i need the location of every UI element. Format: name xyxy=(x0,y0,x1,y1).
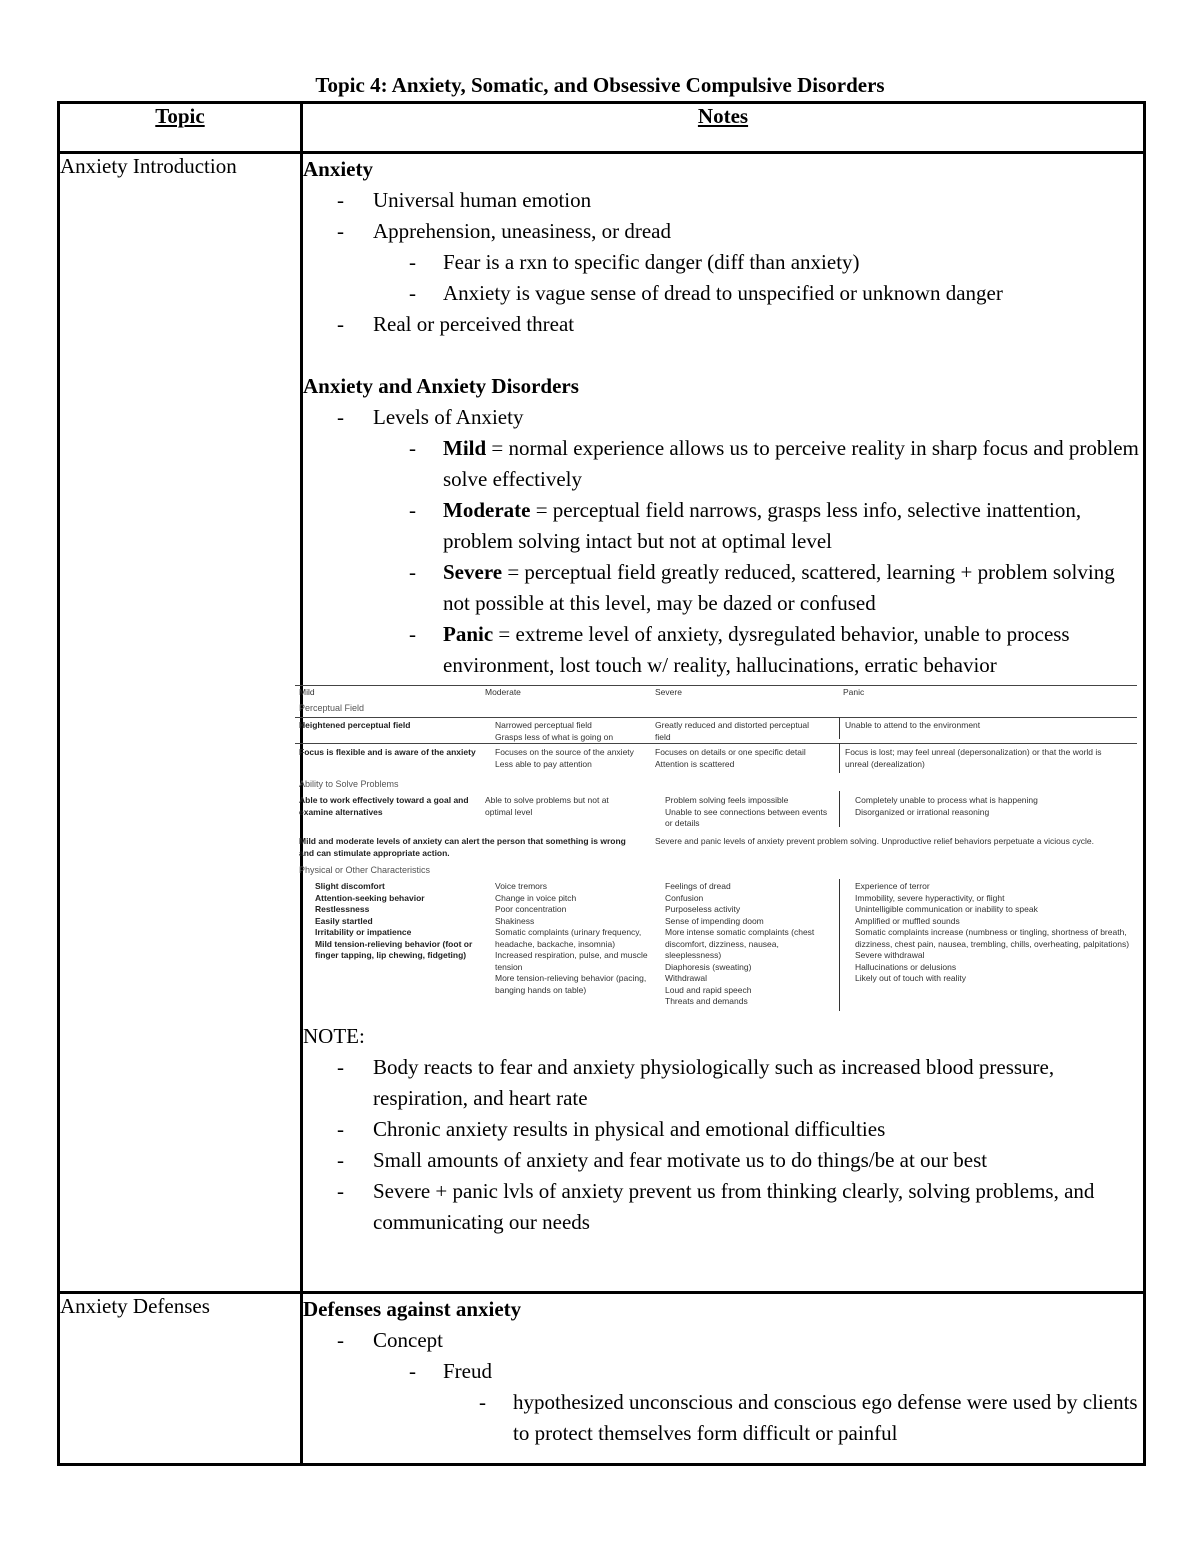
cell: Slight discomfort Attention-seeking behavior Restlessness Easily startled Irritability or impatience Mild tension-relieving behavior (foot or finger tapping, lip chewing, fidgeting) xyxy=(315,881,473,960)
levels-of-anxiety-table-image xyxy=(295,681,1137,1021)
cell: Narrowed perceptual field Grasps less of what is going on xyxy=(495,720,614,742)
header-row xyxy=(59,103,1145,153)
level-item xyxy=(373,495,1143,557)
col-moderate: Moderate xyxy=(485,687,521,697)
level-term: Mild xyxy=(443,436,487,460)
list-item-text: Freud xyxy=(443,1359,492,1383)
notes-header: Notes xyxy=(302,103,1145,153)
level-term: Moderate xyxy=(443,498,531,522)
cell: Problem solving feels impossible Unable to see connections between events or details xyxy=(665,795,828,828)
cell: Heightened perceptual field xyxy=(299,720,411,730)
cell: Completely unable to process what is happening Disorganized or irrational reasoning xyxy=(855,795,1038,817)
levels-list xyxy=(303,402,1143,681)
col-mild: Mild xyxy=(299,687,315,697)
topic-header: Topic xyxy=(59,103,302,153)
col-panic: Panic xyxy=(843,687,865,697)
list-item-text: Apprehension, uneasiness, or dread xyxy=(373,219,671,243)
level-desc: = normal experience allows us to perceive reality in sharp focus and problem solve effectively xyxy=(443,436,1139,491)
sub-list xyxy=(373,1356,1143,1449)
section-perceptual-field: Perceptual Field xyxy=(299,703,365,713)
sub-list xyxy=(373,247,1143,309)
list-item xyxy=(303,1325,1143,1449)
table-row xyxy=(59,153,1145,1293)
sub-list xyxy=(373,433,1143,681)
topic-anxiety-introduction: Anxiety Introduction xyxy=(59,153,302,1293)
cell: Focuses on the source of the anxiety Less able to pay attention xyxy=(495,747,634,769)
list-item: - Body reacts to fear and anxiety physiologically such as increased blood pressure, respiration, and heart rate xyxy=(303,1052,1143,1114)
topic-anxiety-defenses: Anxiety Defenses xyxy=(59,1293,302,1465)
cell: Focus is flexible and is aware of the anxiety xyxy=(299,747,476,757)
list-item: - Small amounts of anxiety and fear motivate us to do things/be at our best xyxy=(303,1145,1143,1176)
list-item xyxy=(373,1356,1143,1449)
cell: Focus is lost; may feel unreal (depersonalization) or that the world is unreal (derealization) xyxy=(845,747,1102,769)
level-item xyxy=(373,619,1143,681)
divider xyxy=(839,791,840,827)
divider xyxy=(295,685,1137,686)
list-item-text: Levels of Anxiety xyxy=(373,405,524,429)
divider xyxy=(295,743,1137,744)
level-desc: = extreme level of anxiety, dysregulated behavior, unable to process environment, lost touch w/ reality, hallucinations, erratic behavior xyxy=(443,622,1070,677)
sub-sub-list xyxy=(443,1387,1143,1449)
heading-anxiety: Anxiety xyxy=(303,157,373,181)
level-desc: = perceptual field narrows, grasps less info, selective inattention, problem solving intact but not at optimal level xyxy=(443,498,1082,553)
heading-defenses: Defenses against anxiety xyxy=(303,1297,522,1321)
list-item: - Anxiety is vague sense of dread to unspecified or unknown danger xyxy=(373,278,1143,309)
defenses-list xyxy=(303,1325,1143,1449)
note-label: NOTE: xyxy=(303,1024,365,1048)
level-desc: = perceptual field greatly reduced, scattered, learning + problem solving not possible at this level, may be dazed or confused xyxy=(443,560,1115,615)
heading-anxiety-disorders: Anxiety and Anxiety Disorders xyxy=(303,374,579,398)
cell: Voice tremors Change in voice pitch Poor concentration Shakiness Somatic complaints (urinary frequency, headache, backache, insomnia) Increased respiration, pulse, and muscle tension More tension-relieving behavior (pacing, banging hands on table) xyxy=(495,881,648,995)
cell: Able to solve problems but not at optimal level xyxy=(485,795,609,817)
spacer xyxy=(303,340,1143,371)
list-item xyxy=(303,402,1143,681)
document-title: Topic 4: Anxiety, Somatic, and Obsessive Compulsive Disorders xyxy=(315,73,885,97)
level-item xyxy=(373,557,1143,619)
divider xyxy=(839,717,840,739)
cell: Feelings of dread Confusion Purposeless activity Sense of impending doom More intense somatic complaints (chest discomfort, dizziness, nausea, sleeplessness) Diaphoresis (sweating) Withdrawal Loud and rapid speech Threats and demands xyxy=(665,881,815,1006)
notes-table xyxy=(57,101,1146,1466)
section-problem-solving: Ability to Solve Problems xyxy=(299,779,399,789)
divider xyxy=(839,879,840,1011)
cell: Experience of terror Immobility, severe hyperactivity, or flight Unintelligible communication or inability to speak Amplified or muffled sounds Somatic complaints increase (numbness or tingling, shortness of breath, dizziness, chest pain, nausea, trembling, chills, overheating, palpitations) Severe withdrawal Hallucinations or delusions Likely out of touch with reality xyxy=(855,881,1130,983)
divider xyxy=(295,717,1137,718)
anxiety-bullets xyxy=(303,185,1143,340)
list-item: - Severe + panic lvls of anxiety prevent us from thinking clearly, solving problems, and communicating our needs xyxy=(303,1176,1143,1238)
cell: Unable to attend to the environment xyxy=(845,720,981,730)
list-item: - Chronic anxiety results in physical and emotional difficulties xyxy=(303,1114,1143,1145)
cell: Able to work effectively toward a goal and examine alternatives xyxy=(299,795,469,817)
cell: Severe and panic levels of anxiety prevent problem solving. Unproductive relief behaviors perpetuate a vicious cycle. xyxy=(655,836,1094,846)
list-item: - hypothesized unconscious and conscious ego defense were used by clients to protect themselves form difficult or painful xyxy=(443,1387,1143,1449)
level-item xyxy=(373,433,1143,495)
list-item: - Universal human emotion xyxy=(303,185,1143,216)
notes-anxiety-defenses xyxy=(302,1293,1145,1465)
note-list xyxy=(303,1052,1143,1238)
list-item-text: Concept xyxy=(373,1328,443,1352)
list-item: - Real or perceived threat xyxy=(303,309,1143,340)
divider xyxy=(839,743,840,773)
cell: Mild and moderate levels of anxiety can alert the person that something is wrong and can stimulate appropriate action. xyxy=(299,836,626,858)
list-item: - Fear is a rxn to specific danger (diff than anxiety) xyxy=(373,247,1143,278)
cell: Greatly reduced and distorted perceptual field xyxy=(655,720,810,742)
level-term: Panic xyxy=(443,622,494,646)
level-term: Severe xyxy=(443,560,503,584)
notes-anxiety-introduction xyxy=(299,153,1145,1293)
col-severe: Severe xyxy=(655,687,682,697)
section-physical: Physical or Other Characteristics xyxy=(299,865,431,875)
list-item xyxy=(303,216,1143,309)
cell: Focuses on details or one specific detail Attention is scattered xyxy=(655,747,806,769)
table-row xyxy=(59,1293,1145,1465)
